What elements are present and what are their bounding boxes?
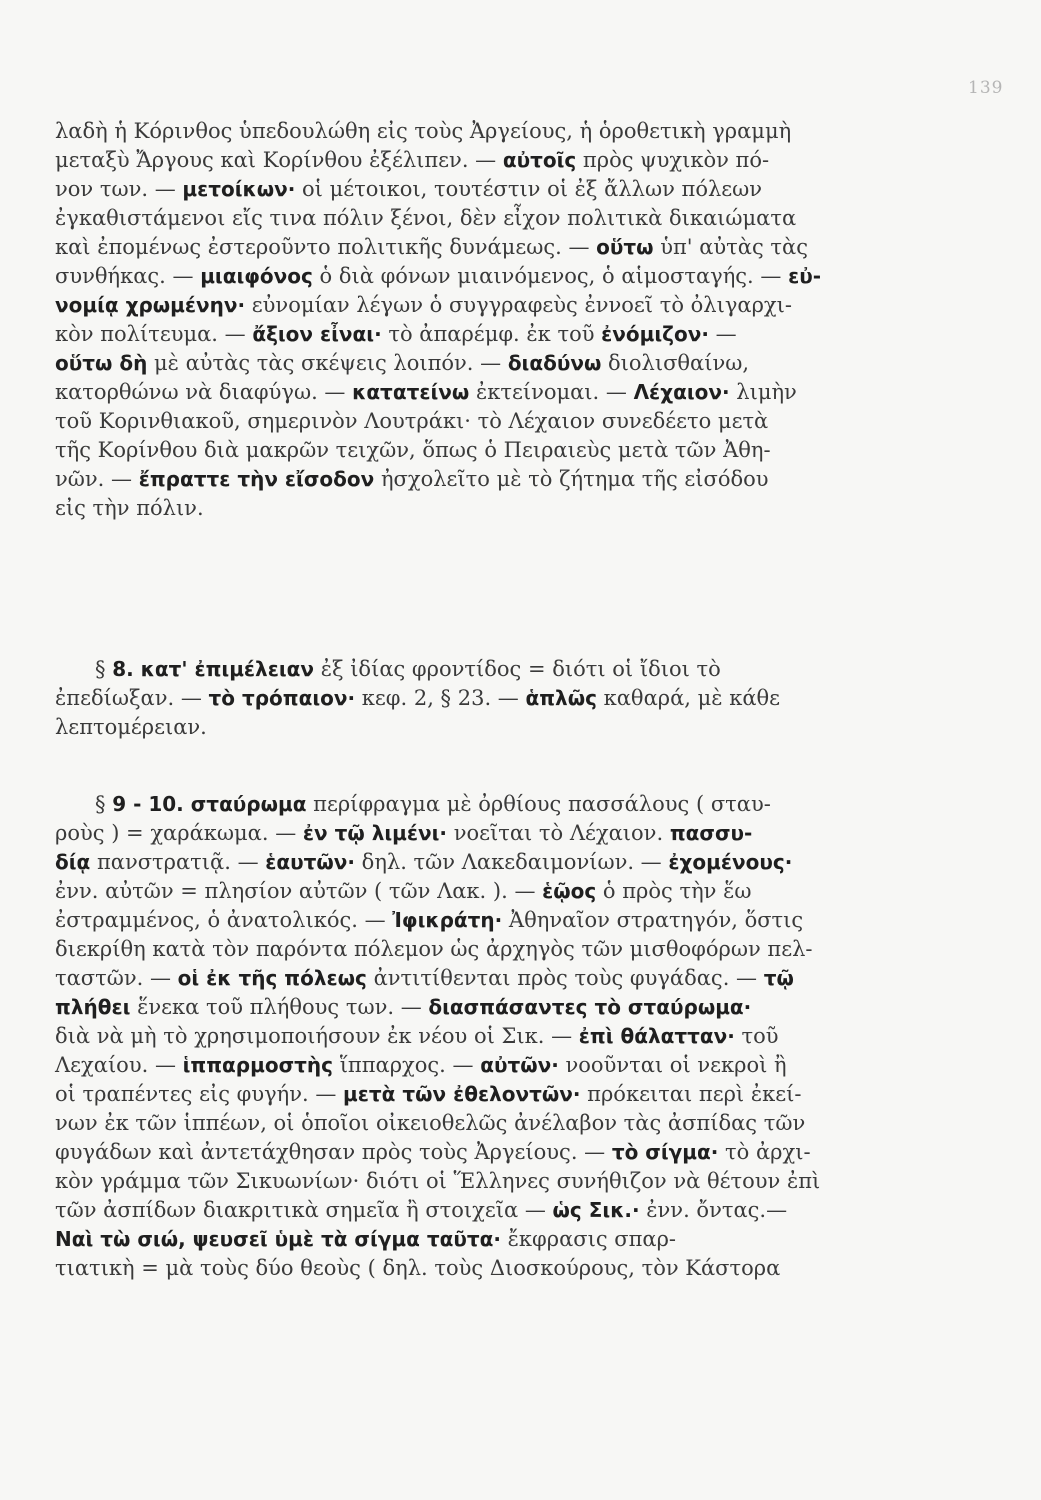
gloss-text: τὸ ἀρχι- [718, 1140, 811, 1164]
gloss-text: τῶν ἀσπίδων διακριτικὰ σημεῖα ἢ στοιχεῖα — [55, 1198, 553, 1222]
gloss-text: § [95, 657, 113, 681]
gloss-text: περίφραγμα μὲ ὀρθίους πασσάλους ( σταυ- [306, 792, 771, 816]
lemma-headword: μιαιφόνος [200, 264, 313, 288]
lemma-headword: ἑαυτῶν· [265, 850, 355, 874]
text-line [55, 1254, 905, 1283]
lemma-headword: νομίᾳ χρωμένην· [55, 293, 246, 317]
gloss-text: κὸν πολίτευμα. — [55, 322, 253, 346]
gloss-text: δηλ. τῶν Λακεδαιμονίων. — [355, 850, 669, 874]
lemma-headword: τὸ τρόπαιον· [208, 686, 356, 710]
gloss-text: — [708, 322, 737, 346]
gloss-text: διολισθαίνω, [601, 351, 750, 375]
text-line [55, 378, 905, 407]
gloss-text: κεφ. 2, § 23. — [355, 686, 526, 710]
lemma-headword: οἱ ἐκ τῆς πόλεως [177, 966, 367, 990]
text-line [55, 1022, 905, 1051]
lemma-headword: ἱππαρμοστὴς [182, 1053, 334, 1077]
lemma-headword: πασσυ- [669, 821, 753, 845]
text-line [55, 1109, 905, 1138]
gloss-text: πρὸς ψυχικὸν πό- [576, 148, 770, 172]
page-number: 139 [968, 78, 1004, 98]
text-line [55, 1051, 905, 1080]
gloss-text: ἕνεκα τοῦ πλήθους των. — [130, 995, 429, 1019]
gloss-text: λιμὴν [729, 380, 797, 404]
gloss-text: νοεῖται τὸ Λέχαιον. [447, 821, 670, 845]
text-line [55, 1196, 905, 1225]
gloss-text: κατορθώνω νὰ διαφύγω. — [55, 380, 353, 404]
gloss-text: ὁ πρὸς τὴν ἕω [596, 879, 752, 903]
gloss-text: τοῦ Κορινθιακοῦ, σημερινὸν Λουτράκι· τὸ Λέχαιον συνεδέετο μετὰ [55, 409, 769, 433]
gloss-text: εἰς τὴν πόλιν. [55, 496, 204, 520]
text-line [55, 320, 905, 349]
lemma-headword: κατατείνω [352, 380, 470, 404]
text-line [55, 993, 905, 1022]
lemma-headword: αὐτῶν· [480, 1053, 559, 1077]
gloss-text: ὁ διὰ φόνων μιαινόμενος, ὁ αἱμοσταγής. — [312, 264, 789, 288]
lemma-headword: 9 - 10. σταύρωμα [112, 792, 307, 816]
gloss-text: νοοῦνται οἱ νεκροὶ ἢ [558, 1053, 787, 1077]
gloss-text: ἐκτείνομαι. — [469, 380, 634, 404]
lemma-headword: μετοίκων· [182, 177, 296, 201]
lemma-headword: διασπάσαντες τὸ σταύρωμα· [428, 995, 752, 1019]
lemma-headword: 8. κατ' ἐπιμέλειαν [112, 657, 315, 681]
text-line [55, 465, 905, 494]
gloss-text: συνθήκας. — [55, 264, 201, 288]
lemma-headword: οὕτω δὴ [55, 351, 148, 375]
gloss-text: καὶ ἐπομένως ἐστεροῦντο πολιτικῆς δυνάμεως. — [55, 235, 597, 259]
text-line [55, 349, 905, 378]
lemma-headword: Ἰφικράτη· [392, 908, 503, 932]
text-line [55, 494, 905, 523]
text-line [55, 262, 905, 291]
lemma-headword: τὸ σίγμα· [611, 1140, 719, 1164]
gloss-text: ἠσχολεῖτο μὲ τὸ ζήτημα τῆς εἰσόδου [374, 467, 769, 491]
gloss-text: πρόκειται περὶ ἐκεί- [580, 1082, 802, 1106]
lemma-headword: αὐτοῖς [502, 148, 577, 172]
gloss-text: ἐστραμμένος, ὁ ἀνατολικός. — [55, 908, 393, 932]
lemma-headword: εὐ- [788, 264, 822, 288]
gloss-text: φυγάδων καὶ ἀντετάχθησαν πρὸς τοὺς Ἀργείους. — [55, 1140, 612, 1164]
text-line [55, 790, 905, 819]
gloss-text: μὲ αὐτὰς τὰς σκέψεις λοιπόν. — [147, 351, 508, 375]
text-line [55, 877, 905, 906]
text-line [55, 407, 905, 436]
gloss-text: κὸν γράμμα τῶν Σικυωνίων· διότι οἱ Ἕλληνες συνήθιζον νὰ θέτουν ἐπὶ [55, 1169, 821, 1193]
gloss-text: ἵππαρχος. — [333, 1053, 481, 1077]
text-line [55, 291, 905, 320]
gloss-text: ταστῶν. — [55, 966, 178, 990]
gloss-text: ἐξ ἰδίας φροντίδος = διότι οἱ ἴδιοι τὸ [314, 657, 721, 681]
lemma-headword: διαδύνω [507, 351, 602, 375]
text-line [55, 906, 905, 935]
gloss-text: § [95, 792, 113, 816]
gloss-text: νῶν. — [55, 467, 139, 491]
lemma-headword: ἑῷος [542, 879, 597, 903]
text-line [55, 204, 905, 233]
gloss-text: οἱ μέτοικοι, τουτέστιν οἱ ἐξ ἄλλων πόλεων [295, 177, 763, 201]
text-line [55, 436, 905, 465]
text-line [55, 655, 905, 684]
gloss-text: ἔκφρασις σπαρ- [500, 1227, 677, 1251]
text-line [55, 1225, 905, 1254]
gloss-text: Λεχαίου. — [55, 1053, 183, 1077]
text-line [55, 1138, 905, 1167]
lemma-headword: ἄξιον εἶναι· [252, 322, 382, 346]
text-line [55, 935, 905, 964]
lemma-headword: Λέχαιον· [633, 380, 730, 404]
gloss-text: διὰ νὰ μὴ τὸ χρησιμοποιήσουν ἐκ νέου οἱ Σικ. — [55, 1024, 579, 1048]
gloss-text: ἐνν. ὄντας.— [639, 1198, 788, 1222]
commentary-paragraph-section-9-10 [55, 790, 905, 1283]
lemma-headword: οὕτω [596, 235, 654, 259]
lemma-headword: ἐχομένους· [668, 850, 793, 874]
text-line [55, 964, 905, 993]
text-line [55, 713, 905, 742]
gloss-text: λεπτομέρειαν. [55, 715, 207, 739]
gloss-text: ἀντιτίθενται πρὸς τοὺς φυγάδας. — [366, 966, 764, 990]
lemma-headword: ἔπραττε τὴν εἴσοδον [138, 467, 375, 491]
commentary-paragraph-section-8 [55, 655, 905, 742]
gloss-text: Ἀθηναῖον στρατηγόν, ὅστις [502, 908, 804, 932]
text-line [55, 819, 905, 848]
gloss-text: μεταξὺ Ἄργους καὶ Κορίνθου ἐξέλιπεν. — [55, 148, 503, 172]
gloss-text: τοῦ [734, 1024, 779, 1048]
gloss-text: τῆς Κορίνθου διὰ μακρῶν τειχῶν, ὅπως ὁ Πειραιεὺς μετὰ τῶν Ἀθη- [55, 438, 771, 462]
text-line [55, 146, 905, 175]
text-line [55, 1080, 905, 1109]
text-line [55, 233, 905, 262]
text-line [55, 848, 905, 877]
gloss-text: εὐνομίαν λέγων ὁ συγγραφεὺς ἐννοεῖ τὸ ὀλιγαρχι- [245, 293, 792, 317]
gloss-text: οἱ τραπέντες εἰς φυγήν. — [55, 1082, 344, 1106]
commentary-paragraph-1 [55, 117, 905, 523]
lemma-headword: πλήθει [55, 995, 131, 1019]
gloss-text: λαδὴ ἡ Κόρινθος ὑπεδουλώθη εἰς τοὺς Ἀργείους, ἡ ὁροθετικὴ γραμμὴ [55, 119, 792, 143]
lemma-headword: μετὰ τῶν ἐθελοντῶν· [343, 1082, 581, 1106]
gloss-text: ἐνν. αὐτῶν = πλησίον αὐτῶν ( τῶν Λακ. ). — [55, 879, 543, 903]
gloss-text: τιατικὴ = μὰ τοὺς δύο θεοὺς ( δηλ. τοὺς Διοσκούρους, τὸν Κάστορα [55, 1256, 781, 1280]
gloss-text: νων ἐκ τῶν ἱππέων, οἱ ὁποῖοι οἰκειοθελῶς ἀνέλαβον τὰς ἀσπίδας τῶν [55, 1111, 806, 1135]
lemma-headword: τῷ [763, 966, 794, 990]
lemma-headword: ὡς Σικ.· [552, 1198, 640, 1222]
lemma-headword: ἐνόμιζον· [601, 322, 709, 346]
text-line [55, 175, 905, 204]
gloss-text: τὸ ἀπαρέμφ. ἐκ τοῦ [381, 322, 602, 346]
gloss-text: ροὺς ) = χαράκωμα. — [55, 821, 303, 845]
lemma-headword: ἁπλῶς [525, 686, 597, 710]
gloss-text: νον των. — [55, 177, 183, 201]
gloss-text: καθαρά, μὲ κάθε [596, 686, 781, 710]
gloss-text: πανστρατιᾷ. — [90, 850, 266, 874]
lemma-headword: ἐν τῷ λιμένι· [302, 821, 448, 845]
lemma-headword: δίᾳ [55, 850, 91, 874]
gloss-text: ἐγκαθιστάμενοι εἴς τινα πόλιν ξένοι, δὲν εἶχον πολιτικὰ δικαιώματα [55, 206, 797, 230]
gloss-text: ὑπ' αὐτὰς τὰς [653, 235, 808, 259]
lemma-headword: Ναὶ τὼ σιώ, ψευσεῖ ὑμὲ τὰ σίγμα ταῦτα· [55, 1227, 501, 1251]
gloss-text: ἐπεδίωξαν. — [55, 686, 209, 710]
lemma-headword: ἐπὶ θάλατταν· [578, 1024, 735, 1048]
text-line [55, 684, 905, 713]
text-line [55, 117, 905, 146]
gloss-text: διεκρίθη κατὰ τὸν παρόντα πόλεμον ὡς ἀρχηγὸς τῶν μισθοφόρων πελ- [55, 937, 813, 961]
text-line [55, 1167, 905, 1196]
